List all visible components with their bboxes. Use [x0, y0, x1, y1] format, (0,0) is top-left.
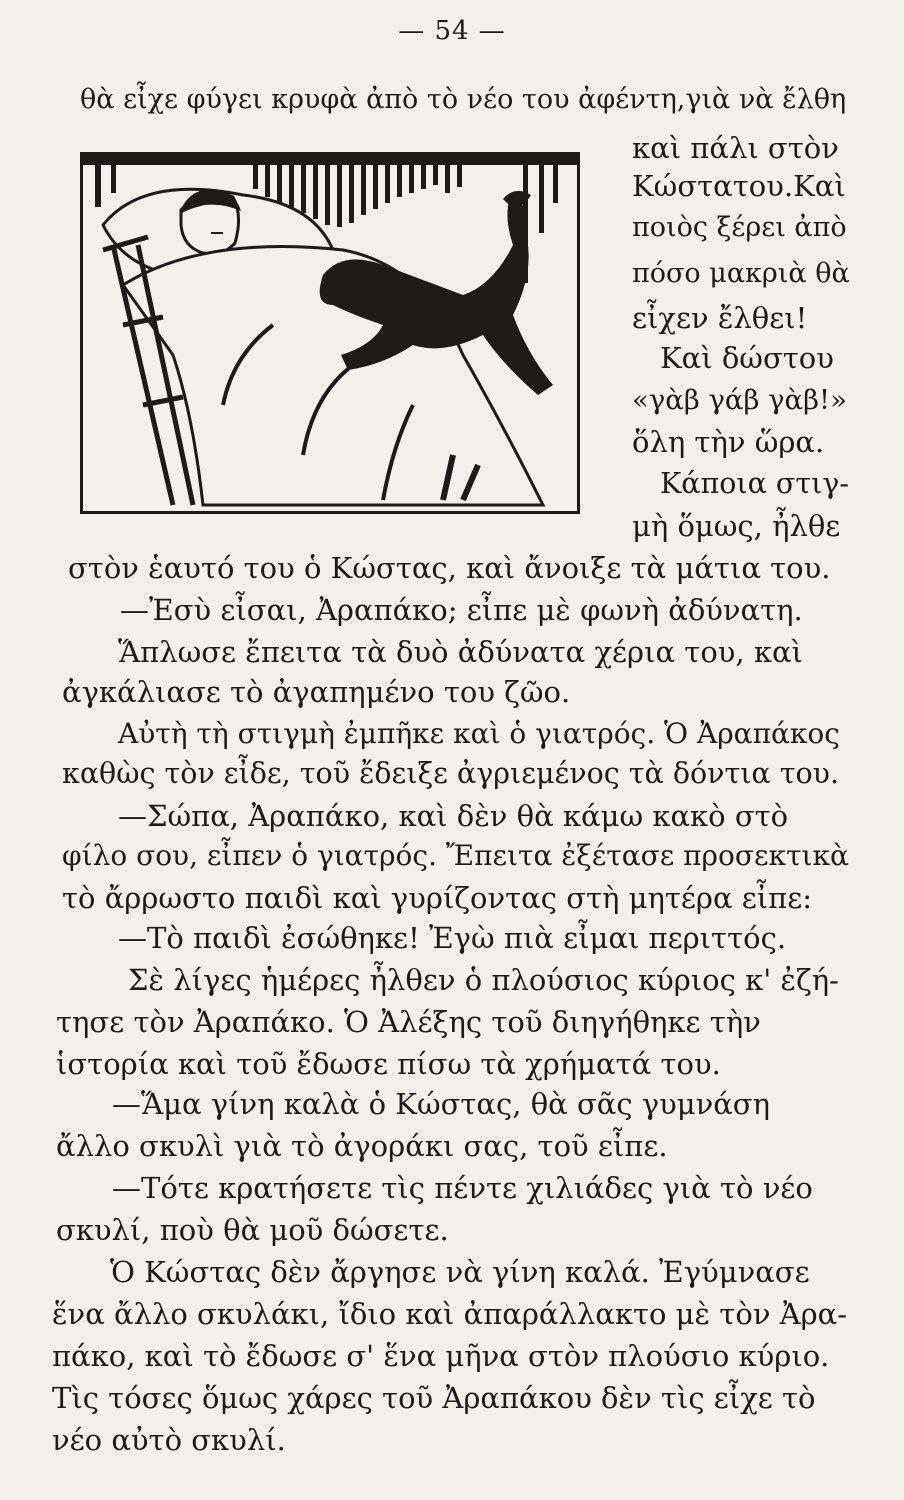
- text-line: ἱστορία καὶ τοῦ ἔδωσε πίσω τὰ χρήματά του.: [56, 1047, 721, 1081]
- text-line: τησε τὸν Ἀραπάκο. Ὁ Ἀλέξης τοῦ διηγήθηκε τὴν: [56, 1005, 761, 1039]
- text-line: —Ἅμα γίνη καλὰ ὁ Κώστας, θὰ σᾶς γυμνάση: [112, 1087, 770, 1121]
- text-line: θὰ εἶχε φύγει κρυφὰ ἀπὸ τὸ νέο του ἀφέντη,γιὰ νὰ ἔλθη: [80, 84, 847, 115]
- text-line: ποιὸς ξέρει ἀπὸ: [632, 212, 847, 243]
- text-line: Τὶς τόσες ὅμως χάρες τοῦ Ἀραπάκου δὲν τὶς εἶχε τὸ: [52, 1381, 816, 1415]
- text-line: —Σώπα, Ἀραπάκο, καὶ δὲν θὰ κάμω κακὸ στὸ: [118, 799, 789, 833]
- text-line: Αὐτὴ τὴ στιγμὴ ἐμπῆκε καὶ ὁ γιατρός. Ὁ Ἀραπάκος: [118, 717, 840, 750]
- text-line: στὸν ἑαυτό του ὁ Κώστας, καὶ ἄνοιξε τὰ μάτια του.: [68, 551, 831, 585]
- text-line: —Τότε κρατήσετε τὶς πέντε χιλιάδες γιὰ τὸ νέο: [112, 1171, 813, 1205]
- text-line: ἄλλο σκυλὶ γιὰ τὸ ἀγοράκι σας, τοῦ εἶπε.: [56, 1129, 668, 1163]
- boy-head: [179, 189, 241, 254]
- text-line: Κώστατου.Καὶ: [632, 169, 846, 203]
- text-line: Ἅπλωσε ἔπειτα τὰ δυὸ ἀδύνατα χέρια του, καὶ: [118, 635, 803, 669]
- text-line: εἶχεν ἔλθει!: [632, 301, 808, 335]
- text-line: νέο αὐτὸ σκυλί.: [52, 1423, 286, 1457]
- text-line: καθὼς τὸν εἶδε, τοῦ ἔδειξε ἀγριεμένος τὰ δόντια του.: [62, 757, 840, 790]
- text-line: Σὲ λίγες ἡμέρες ἦλθεν ὁ πλούσιος κύριος κ' ἐζή-: [128, 963, 839, 997]
- text-line: τὸ ἄρρωστο παιδὶ καὶ γυρίζοντας στὴ μητέρα εἶπε:: [62, 881, 813, 915]
- text-line: ὅλη τὴν ὥρα.: [632, 425, 825, 459]
- text-line: καὶ πάλι στὸν: [632, 131, 839, 165]
- text-line: ἕνα ἄλλο σκυλάκι, ἴδιο καὶ ἀπαράλλακτο μὲ τὸν Ἀρα-: [52, 1297, 848, 1331]
- page-number: — 54 —: [398, 16, 506, 46]
- text-line: σκυλί, ποὺ θὰ μοῦ δώσετε.: [56, 1213, 449, 1247]
- text-line: «γὰβ γάβ γὰβ!»: [632, 384, 847, 416]
- text-line: μὴ ὅμως, ἦλθε: [632, 509, 841, 543]
- boy-in-bed-with-dog-illustration: [80, 152, 580, 514]
- text-line: Καὶ δώστου: [660, 341, 834, 375]
- text-line: —Ἐσὺ εἶσαι, Ἀραπάκο; εἶπε μὲ φωνὴ ἀδύνατη.: [120, 593, 803, 627]
- text-line: φίλο σου, εἶπεν ὁ γιατρός. Ἔπειτα ἐξέτασε προσεκτικὰ: [62, 839, 849, 872]
- text-line: πόσο μακριὰ θὰ: [632, 258, 850, 289]
- text-line: Ὁ Κώστας δὲν ἄργησε νὰ γίνη καλά. Ἐγύμνασε: [110, 1255, 810, 1289]
- text-line: πάκο, καὶ τὸ ἔδωσε σ' ἕνα μῆνα στὸν πλούσιο κύριο.: [52, 1339, 830, 1373]
- text-line: ἀγκάλιασε τὸ ἀγαπημένο του ζῶο.: [62, 675, 571, 709]
- text-line: —Τὸ παιδὶ ἐσώθηκε! Ἐγὼ πιὰ εἶμαι περιττός.: [118, 921, 787, 955]
- text-line: Κάποια στιγ-: [660, 467, 849, 500]
